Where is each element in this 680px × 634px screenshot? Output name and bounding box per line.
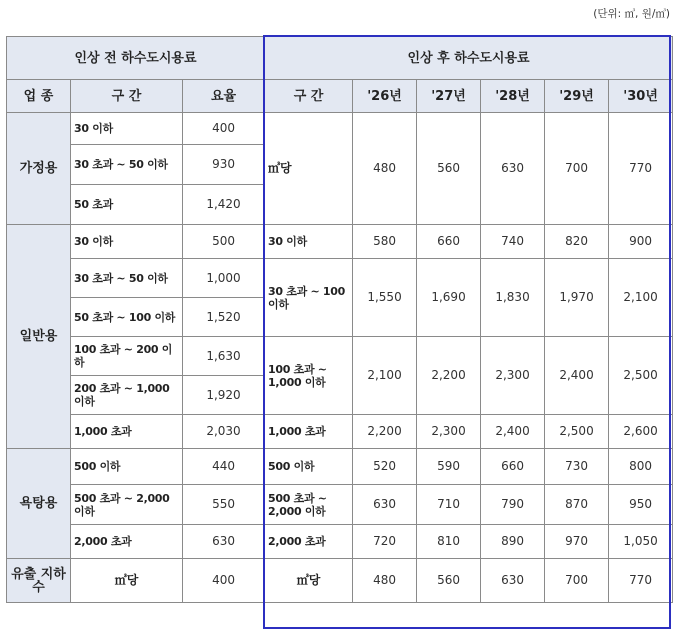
value-cell: 580	[353, 225, 417, 259]
value-cell: 660	[481, 449, 545, 485]
range-cell: 100 초과 ~ 200 이하	[71, 337, 183, 376]
value-cell: 2,300	[417, 415, 481, 449]
range-cell: 50 초과	[71, 185, 183, 225]
value-cell: 810	[417, 525, 481, 559]
value-cell: 1,550	[353, 259, 417, 337]
header-range: 구 간	[71, 80, 183, 113]
header-after: 인상 후 하수도시용료	[265, 37, 673, 80]
value-cell: 800	[609, 449, 673, 485]
rate-cell: 630	[183, 525, 265, 559]
value-cell: 2,100	[609, 259, 673, 337]
value-cell: 2,500	[545, 415, 609, 449]
range-cell: 200 초과 ~ 1,000 이하	[71, 376, 183, 415]
value-cell: 520	[353, 449, 417, 485]
value-cell: 2,300	[481, 337, 545, 415]
rate-cell: 440	[183, 449, 265, 485]
value-cell: 2,500	[609, 337, 673, 415]
range-after-cell: 2,000 초과	[265, 525, 353, 559]
header-industry: 업 종	[7, 80, 71, 113]
range-cell: ㎥당	[71, 559, 183, 603]
value-cell: 480	[353, 559, 417, 603]
rate-cell: 2,030	[183, 415, 265, 449]
value-cell: 740	[481, 225, 545, 259]
range-after-cell: 30 초과 ~ 100 이하	[265, 259, 353, 337]
value-cell: 820	[545, 225, 609, 259]
range-cell: 30 초과 ~ 50 이하	[71, 145, 183, 185]
rate-cell: 1,920	[183, 376, 265, 415]
value-cell: 480	[353, 113, 417, 225]
value-cell: 950	[609, 485, 673, 525]
value-cell: 2,200	[353, 415, 417, 449]
header-year: '27년	[417, 80, 481, 113]
category-household: 가정용	[7, 113, 71, 225]
value-cell: 1,970	[545, 259, 609, 337]
rate-cell: 1,420	[183, 185, 265, 225]
range-cell: 500 초과 ~ 2,000 이하	[71, 485, 183, 525]
value-cell: 700	[545, 559, 609, 603]
header-range-after: 구 간	[265, 80, 353, 113]
value-cell: 2,100	[353, 337, 417, 415]
value-cell: 2,400	[481, 415, 545, 449]
rate-cell: 1,000	[183, 259, 265, 298]
range-cell: 2,000 초과	[71, 525, 183, 559]
category-general: 일반용	[7, 225, 71, 449]
value-cell: 630	[353, 485, 417, 525]
range-cell: 1,000 초과	[71, 415, 183, 449]
range-cell: 30 이하	[71, 225, 183, 259]
unit-note: (단위: ㎥, 원/㎥)	[593, 8, 670, 20]
header-year: '26년	[353, 80, 417, 113]
value-cell: 1,830	[481, 259, 545, 337]
value-cell: 2,400	[545, 337, 609, 415]
value-cell: 630	[481, 113, 545, 225]
range-cell: 50 초과 ~ 100 이하	[71, 298, 183, 337]
range-after-cell: 1,000 초과	[265, 415, 353, 449]
value-cell: 590	[417, 449, 481, 485]
rate-cell: 500	[183, 225, 265, 259]
value-cell: 660	[417, 225, 481, 259]
value-cell: 720	[353, 525, 417, 559]
value-cell: 560	[417, 113, 481, 225]
header-before: 인상 전 하수도시용료	[7, 37, 265, 80]
header-year: '28년	[481, 80, 545, 113]
header-year: '30년	[609, 80, 673, 113]
value-cell: 790	[481, 485, 545, 525]
range-after-cell: 500 이하	[265, 449, 353, 485]
range-after-cell: 500 초과 ~ 2,000 이하	[265, 485, 353, 525]
value-cell: 700	[545, 113, 609, 225]
value-cell: 1,050	[609, 525, 673, 559]
sewer-fee-table	[6, 36, 673, 603]
value-cell: 730	[545, 449, 609, 485]
range-after-cell: ㎥당	[265, 559, 353, 603]
range-cell: 30 이하	[71, 113, 183, 145]
value-cell: 1,690	[417, 259, 481, 337]
rate-cell: 550	[183, 485, 265, 525]
range-after-cell: 100 초과 ~ 1,000 이하	[265, 337, 353, 415]
value-cell: 770	[609, 559, 673, 603]
category-bath: 욕탕용	[7, 449, 71, 559]
value-cell: 770	[609, 113, 673, 225]
value-cell: 900	[609, 225, 673, 259]
rate-cell: 400	[183, 113, 265, 145]
range-after-cell: 30 이하	[265, 225, 353, 259]
value-cell: 560	[417, 559, 481, 603]
range-cell: 30 초과 ~ 50 이하	[71, 259, 183, 298]
value-cell: 870	[545, 485, 609, 525]
rate-cell: 1,630	[183, 337, 265, 376]
header-year: '29년	[545, 80, 609, 113]
value-cell: 2,600	[609, 415, 673, 449]
rate-cell: 1,520	[183, 298, 265, 337]
value-cell: 2,200	[417, 337, 481, 415]
rate-cell: 400	[183, 559, 265, 603]
header-rate: 요율	[183, 80, 265, 113]
range-after-cell: ㎥당	[265, 113, 353, 225]
value-cell: 890	[481, 525, 545, 559]
value-cell: 710	[417, 485, 481, 525]
category-groundwater: 유출 지하수	[7, 559, 71, 603]
value-cell: 630	[481, 559, 545, 603]
range-cell: 500 이하	[71, 449, 183, 485]
value-cell: 970	[545, 525, 609, 559]
rate-cell: 930	[183, 145, 265, 185]
